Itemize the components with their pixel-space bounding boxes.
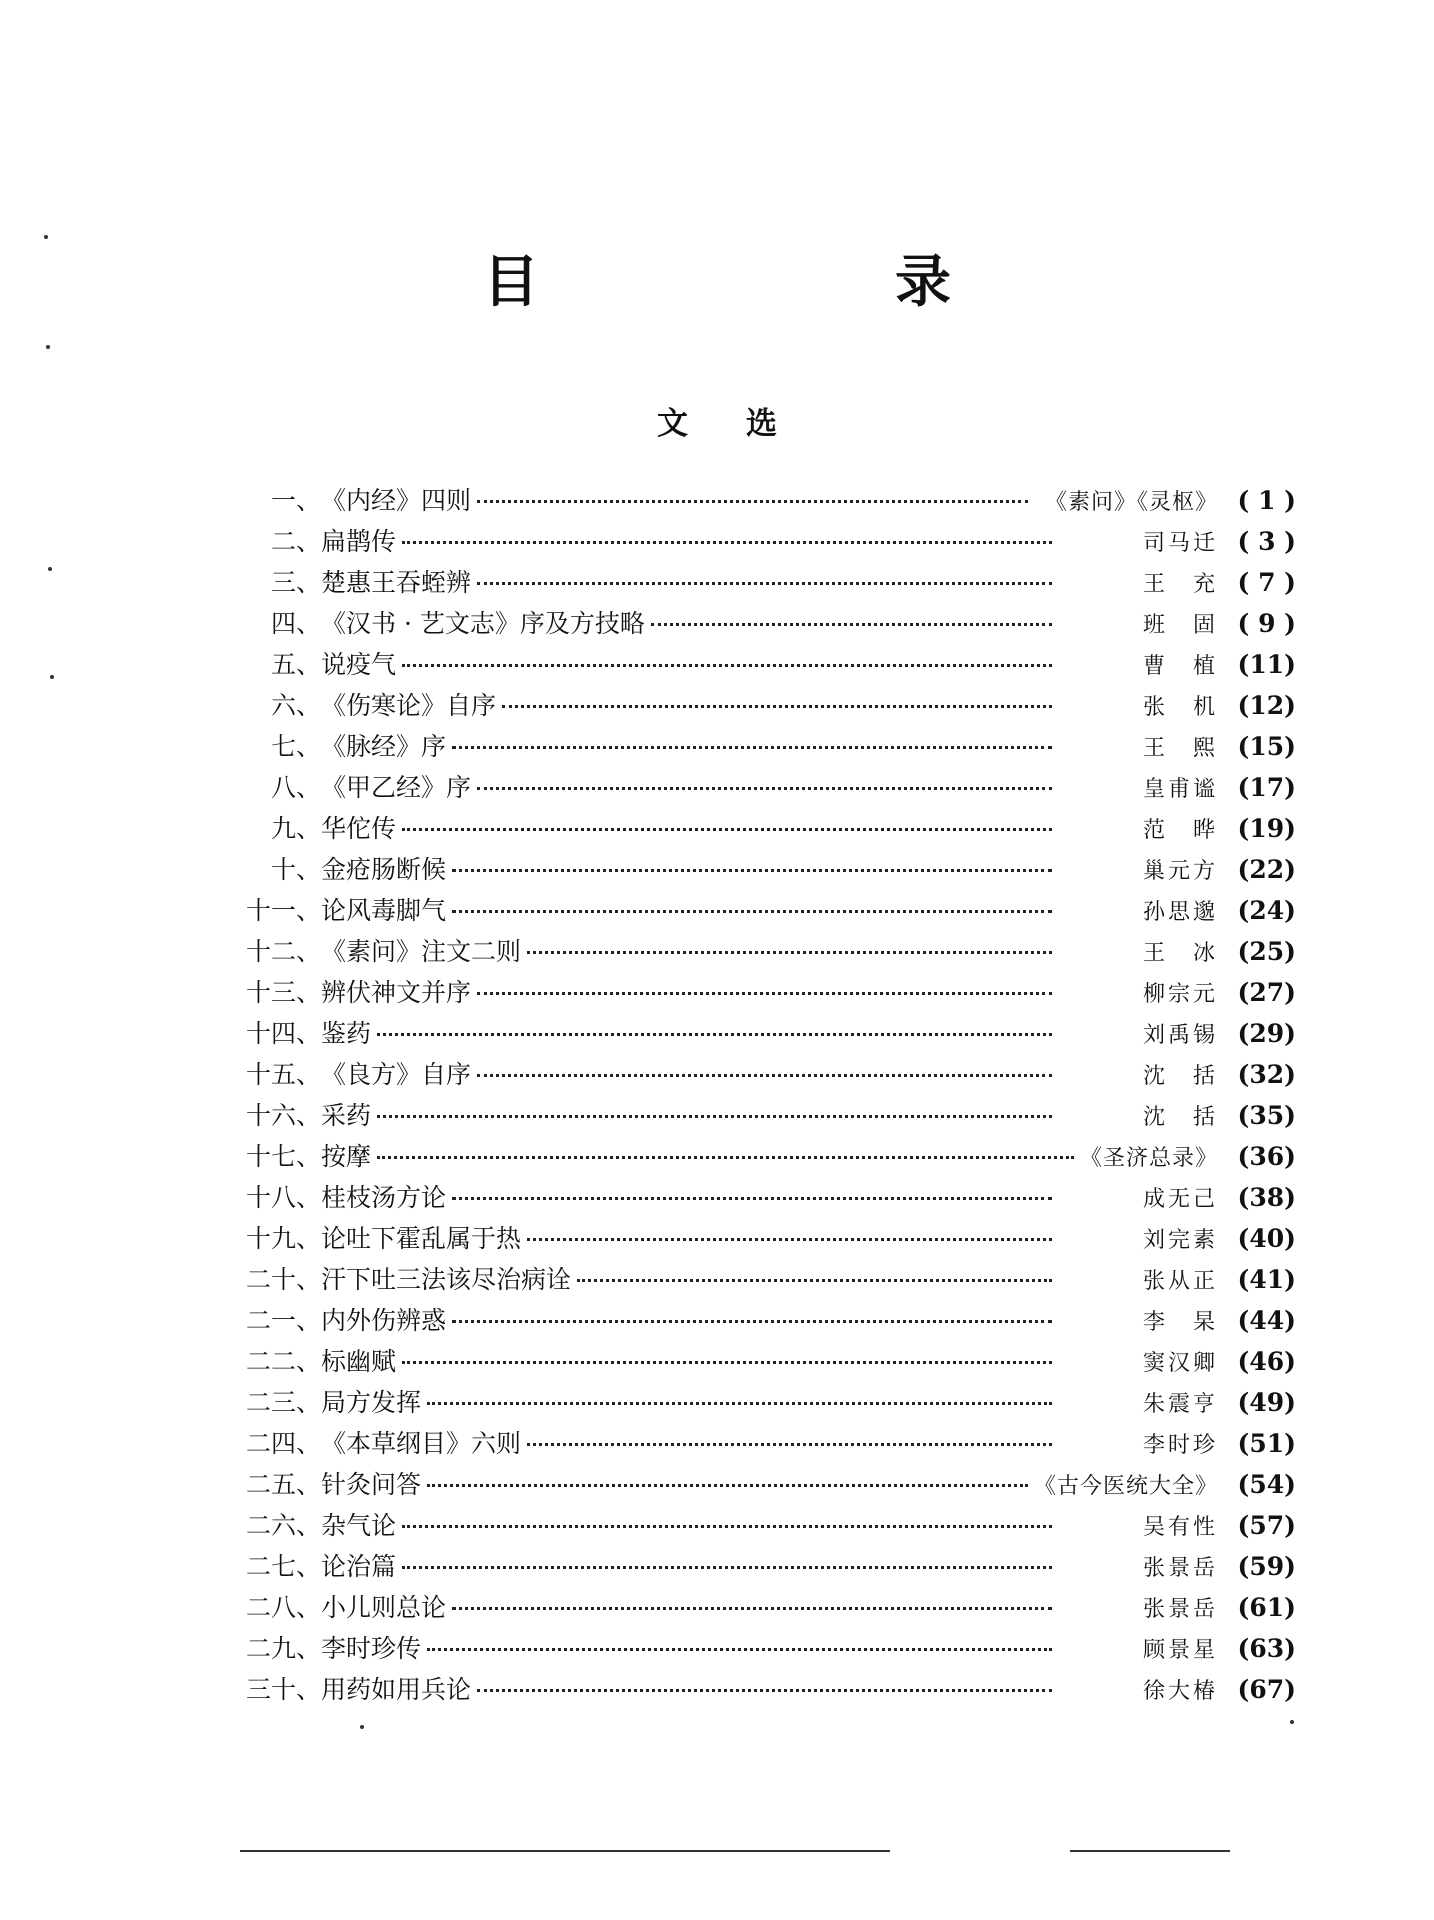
toc-entry-title: 《甲乙经》序 xyxy=(321,773,472,802)
toc-entry-page: (59) xyxy=(1237,1552,1296,1581)
toc-entry-title: 论吐下霍乱属于热 xyxy=(321,1224,522,1253)
toc-entry xyxy=(236,481,1296,522)
toc-entry-author: 李时珍 xyxy=(1142,1433,1218,1458)
scan-artifact-speck xyxy=(1290,1720,1294,1724)
toc-dot-leader xyxy=(452,1320,1052,1323)
toc-entry xyxy=(236,1588,1296,1629)
toc-entry xyxy=(236,1096,1296,1137)
toc-entry xyxy=(236,768,1296,809)
toc-entry-title: 李时珍传 xyxy=(321,1634,422,1663)
toc-entry-author: 王 熙 xyxy=(1142,736,1218,761)
toc-entry-title: 按摩 xyxy=(321,1142,372,1171)
toc-entry xyxy=(236,1014,1296,1055)
toc-entry xyxy=(236,1383,1296,1424)
toc-entry-page: (61) xyxy=(1237,1593,1296,1622)
scan-artifact-line xyxy=(240,1850,890,1852)
toc-entry-title: 《伤寒论》自序 xyxy=(321,691,497,720)
toc-entry-number: 一、 xyxy=(270,486,321,515)
toc-entry xyxy=(236,1301,1296,1342)
toc-dot-leader xyxy=(402,541,1052,544)
toc-entry-title: 局方发挥 xyxy=(321,1388,422,1417)
toc-entry xyxy=(236,1670,1296,1711)
toc-entry-page: (51) xyxy=(1237,1429,1296,1458)
toc-entry-title: 《内经》四则 xyxy=(321,486,472,515)
toc-entry-number: 八、 xyxy=(270,773,321,802)
toc-entry xyxy=(236,1055,1296,1096)
scan-artifact-line xyxy=(1070,1850,1230,1852)
toc-entry-number: 二四、 xyxy=(245,1429,321,1458)
toc-entry-author: 王 充 xyxy=(1142,572,1218,597)
toc-entry-number: 九、 xyxy=(270,814,321,843)
table-of-contents xyxy=(236,481,1296,1711)
toc-entry-page: ( 3 ) xyxy=(1237,527,1296,556)
toc-entry-number: 十五、 xyxy=(245,1060,321,1089)
toc-dot-leader xyxy=(427,1484,1028,1487)
toc-entry xyxy=(236,522,1296,563)
toc-entry xyxy=(236,1260,1296,1301)
toc-entry-author: 巢元方 xyxy=(1142,859,1218,884)
toc-entry xyxy=(236,1219,1296,1260)
toc-entry-title: 小儿则总论 xyxy=(321,1593,447,1622)
toc-entry-title: 杂气论 xyxy=(321,1511,397,1540)
toc-entry-page: (41) xyxy=(1237,1265,1296,1294)
toc-entry-number: 二七、 xyxy=(245,1552,321,1581)
toc-entry-title: 金疮肠断候 xyxy=(321,855,447,884)
toc-entry-title: 楚惠王吞蛭辨 xyxy=(321,568,472,597)
toc-entry-author: 张景岳 xyxy=(1142,1556,1218,1581)
toc-entry-title: 辨伏神文并序 xyxy=(321,978,472,1007)
toc-dot-leader xyxy=(527,1443,1052,1446)
scan-artifact-speck xyxy=(44,235,48,239)
toc-entry-page: (40) xyxy=(1237,1224,1296,1253)
toc-entry-author: 张景岳 xyxy=(1142,1597,1218,1622)
toc-entry-number: 十六、 xyxy=(245,1101,321,1130)
toc-entry xyxy=(236,1178,1296,1219)
toc-entry-title: 华佗传 xyxy=(321,814,397,843)
toc-entry xyxy=(236,891,1296,932)
toc-entry-author: 《圣济总录》 xyxy=(1080,1146,1219,1171)
toc-entry xyxy=(236,932,1296,973)
toc-entry-page: (19) xyxy=(1237,814,1296,843)
toc-entry-number: 十四、 xyxy=(245,1019,321,1048)
toc-dot-leader xyxy=(377,1156,1074,1159)
toc-dot-leader xyxy=(477,1074,1052,1077)
toc-entry-title: 针灸问答 xyxy=(321,1470,422,1499)
toc-entry-page: (36) xyxy=(1237,1142,1296,1171)
toc-entry-page: (67) xyxy=(1237,1675,1296,1704)
toc-entry xyxy=(236,727,1296,768)
toc-entry-author: 王 冰 xyxy=(1142,941,1218,966)
toc-entry-number: 十七、 xyxy=(245,1142,321,1171)
toc-entry-page: (54) xyxy=(1237,1470,1296,1499)
toc-dot-leader xyxy=(477,500,1028,503)
toc-entry-page: ( 9 ) xyxy=(1237,609,1296,638)
toc-entry-author: 吴有性 xyxy=(1142,1515,1218,1540)
toc-dot-leader xyxy=(377,1115,1052,1118)
toc-entry-number: 二五、 xyxy=(245,1470,321,1499)
toc-entry-title: 《脉经》序 xyxy=(321,732,447,761)
toc-entry xyxy=(236,604,1296,645)
toc-entry-author: 顾景星 xyxy=(1142,1638,1218,1663)
toc-entry-number: 二十、 xyxy=(245,1265,321,1294)
toc-entry-title: 鉴药 xyxy=(321,1019,372,1048)
toc-entry-author: 孙思邈 xyxy=(1142,900,1218,925)
scan-artifact-speck xyxy=(48,567,52,571)
toc-entry xyxy=(236,563,1296,604)
toc-dot-leader xyxy=(527,1238,1052,1241)
toc-entry xyxy=(236,645,1296,686)
scan-artifact-speck xyxy=(360,1725,364,1729)
toc-entry-title: 《本草纲目》六则 xyxy=(321,1429,522,1458)
toc-entry-page: (11) xyxy=(1237,650,1296,679)
toc-entry-author: 李 杲 xyxy=(1142,1310,1218,1335)
toc-entry-number: 三十、 xyxy=(245,1675,321,1704)
toc-entry-author: 成无己 xyxy=(1142,1187,1218,1212)
toc-dot-leader xyxy=(651,623,1052,626)
scan-artifact-speck xyxy=(50,675,54,679)
toc-entry-page: (32) xyxy=(1237,1060,1296,1089)
toc-entry-number: 六、 xyxy=(270,691,321,720)
toc-dot-leader xyxy=(402,828,1052,831)
toc-dot-leader xyxy=(452,869,1052,872)
toc-entry-number: 十三、 xyxy=(245,978,321,1007)
toc-entry-author: 徐大椿 xyxy=(1142,1679,1218,1704)
toc-entry-author: 《古今医统大全》 xyxy=(1034,1474,1219,1499)
toc-dot-leader xyxy=(427,1402,1052,1405)
toc-entry-title: 内外伤辨惑 xyxy=(321,1306,447,1335)
toc-entry xyxy=(236,1342,1296,1383)
toc-entry-title: 标幽赋 xyxy=(321,1347,397,1376)
toc-entry xyxy=(236,1506,1296,1547)
toc-dot-leader xyxy=(402,664,1052,667)
page-title: 目 录 xyxy=(483,249,1101,315)
toc-entry-author: 班 固 xyxy=(1142,613,1218,638)
toc-dot-leader xyxy=(477,1689,1052,1692)
toc-entry-page: (12) xyxy=(1237,691,1296,720)
toc-dot-leader xyxy=(502,705,1052,708)
toc-entry-page: (38) xyxy=(1237,1183,1296,1212)
toc-entry-author: 窦汉卿 xyxy=(1142,1351,1218,1376)
toc-entry-author: 张从正 xyxy=(1142,1269,1218,1294)
toc-entry-author: 司马迁 xyxy=(1142,531,1218,556)
toc-dot-leader xyxy=(452,746,1052,749)
toc-entry-page: (24) xyxy=(1237,896,1296,925)
toc-dot-leader xyxy=(402,1566,1052,1569)
toc-dot-leader xyxy=(577,1279,1052,1282)
toc-entry-page: ( 7 ) xyxy=(1237,568,1296,597)
toc-entry-page: (17) xyxy=(1237,773,1296,802)
toc-entry-page: (15) xyxy=(1237,732,1296,761)
toc-entry-number: 二八、 xyxy=(245,1593,321,1622)
scan-artifact-speck xyxy=(46,345,50,349)
toc-entry-page: (35) xyxy=(1237,1101,1296,1130)
toc-entry xyxy=(236,1629,1296,1670)
toc-entry-number: 二二、 xyxy=(245,1347,321,1376)
toc-entry-title: 桂枝汤方论 xyxy=(321,1183,447,1212)
toc-entry-title: 论治篇 xyxy=(321,1552,397,1581)
toc-entry-number: 五、 xyxy=(270,650,321,679)
toc-dot-leader xyxy=(452,910,1052,913)
toc-entry xyxy=(236,973,1296,1014)
toc-dot-leader xyxy=(477,582,1052,585)
toc-entry-page: (25) xyxy=(1237,937,1296,966)
toc-entry-number: 四、 xyxy=(270,609,321,638)
toc-entry-author: 柳宗元 xyxy=(1142,982,1218,1007)
toc-entry-author: 刘完素 xyxy=(1142,1228,1218,1253)
toc-entry-author: 《素问》《灵枢》 xyxy=(1044,490,1218,515)
toc-entry-page: (22) xyxy=(1237,855,1296,884)
toc-entry-title: 《良方》自序 xyxy=(321,1060,472,1089)
toc-dot-leader xyxy=(527,951,1052,954)
toc-dot-leader xyxy=(477,992,1052,995)
toc-entry-number: 十二、 xyxy=(245,937,321,966)
toc-entry-author: 刘禹锡 xyxy=(1142,1023,1218,1048)
toc-entry-number: 二三、 xyxy=(245,1388,321,1417)
toc-dot-leader xyxy=(477,787,1052,790)
toc-entry-number: 二六、 xyxy=(245,1511,321,1540)
toc-entry xyxy=(236,809,1296,850)
toc-entry-author: 沈 括 xyxy=(1142,1105,1218,1130)
toc-entry-title: 扁鹊传 xyxy=(321,527,397,556)
toc-entry-page: (46) xyxy=(1237,1347,1296,1376)
toc-entry xyxy=(236,850,1296,891)
toc-entry-number: 十八、 xyxy=(245,1183,321,1212)
toc-entry-author: 张 机 xyxy=(1142,695,1218,720)
toc-entry-number: 七、 xyxy=(270,732,321,761)
toc-entry-title: 用药如用兵论 xyxy=(321,1675,472,1704)
toc-entry-number: 十九、 xyxy=(245,1224,321,1253)
toc-entry-number: 三、 xyxy=(270,568,321,597)
toc-dot-leader xyxy=(452,1607,1052,1610)
toc-dot-leader xyxy=(402,1525,1052,1528)
toc-entry-title: 论风毒脚气 xyxy=(321,896,447,925)
toc-entry-page: (27) xyxy=(1237,978,1296,1007)
toc-entry-title: 汗下吐三法该尽治病诠 xyxy=(321,1265,572,1294)
toc-entry-title: 《汉书 · 艺文志》序及方技略 xyxy=(321,609,645,638)
toc-entry-page: (44) xyxy=(1237,1306,1296,1335)
toc-entry xyxy=(236,686,1296,727)
toc-entry-page: (29) xyxy=(1237,1019,1296,1048)
toc-entry-number: 二九、 xyxy=(245,1634,321,1663)
toc-entry-author: 沈 括 xyxy=(1142,1064,1218,1089)
toc-entry-number: 十、 xyxy=(270,855,321,884)
toc-entry xyxy=(236,1547,1296,1588)
toc-dot-leader xyxy=(427,1648,1052,1651)
toc-dot-leader xyxy=(377,1033,1052,1036)
toc-entry-author: 曹 植 xyxy=(1142,654,1218,679)
toc-entry-page: (63) xyxy=(1237,1634,1296,1663)
toc-entry-page: (57) xyxy=(1237,1511,1296,1540)
toc-entry-title: 采药 xyxy=(321,1101,372,1130)
toc-entry-number: 十一、 xyxy=(245,896,321,925)
toc-entry-title: 《素问》注文二则 xyxy=(321,937,522,966)
toc-entry-page: (49) xyxy=(1237,1388,1296,1417)
toc-entry xyxy=(236,1465,1296,1506)
toc-dot-leader xyxy=(452,1197,1052,1200)
toc-entry-author: 范 晔 xyxy=(1142,818,1218,843)
toc-entry-author: 皇甫谧 xyxy=(1142,777,1218,802)
toc-entry xyxy=(236,1424,1296,1465)
toc-entry-page: ( 1 ) xyxy=(1237,486,1296,515)
toc-entry-title: 说疫气 xyxy=(321,650,397,679)
toc-entry-number: 二、 xyxy=(270,527,321,556)
toc-entry xyxy=(236,1137,1296,1178)
toc-dot-leader xyxy=(402,1361,1052,1364)
toc-entry-number: 二一、 xyxy=(245,1306,321,1335)
toc-entry-author: 朱震亨 xyxy=(1142,1392,1218,1417)
section-heading: 文选 xyxy=(657,406,835,442)
